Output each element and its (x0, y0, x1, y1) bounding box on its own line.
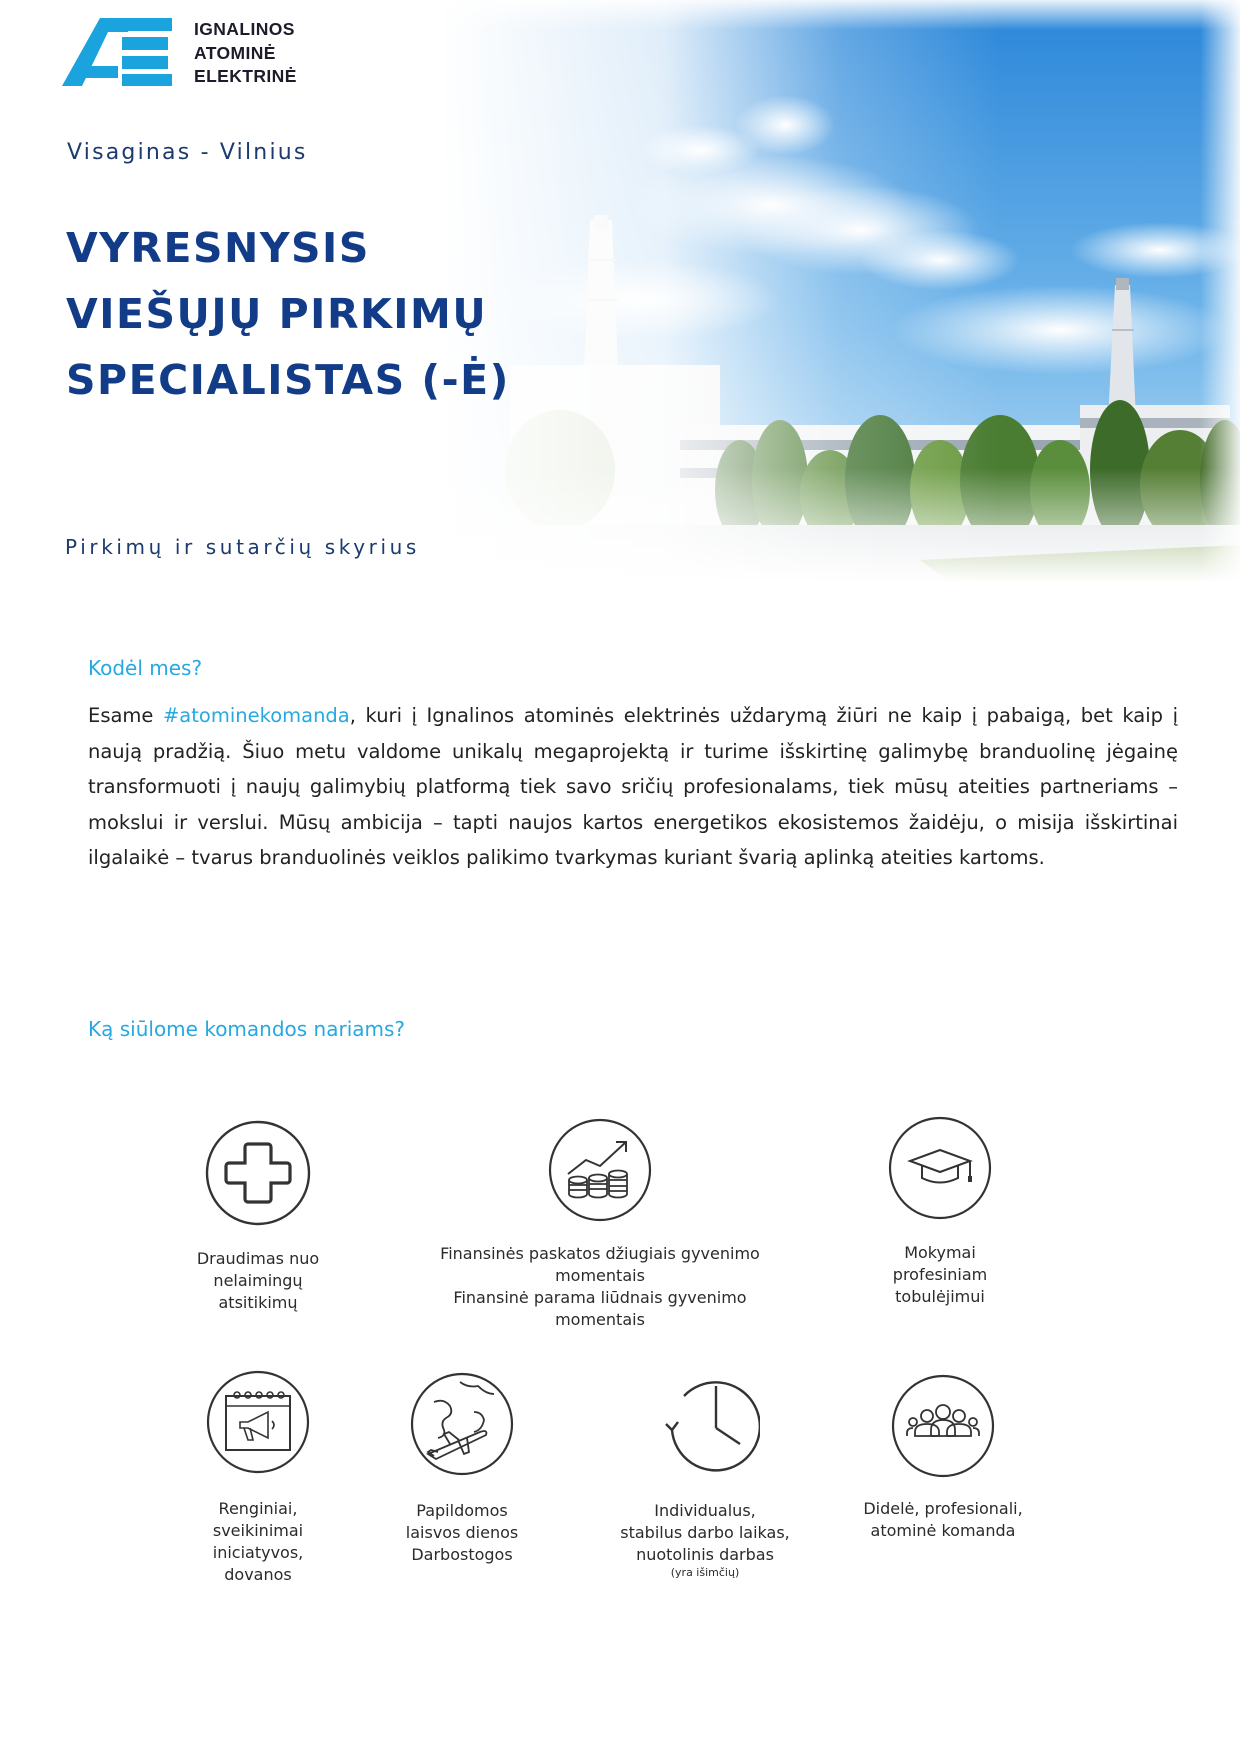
benefit-label (400, 1243, 800, 1331)
graduation-cap-icon (888, 1116, 992, 1220)
coins-growth-icon (548, 1118, 652, 1222)
logo-wordmark (194, 18, 297, 89)
benefit-label (840, 1242, 1040, 1308)
benefit-label (580, 1500, 830, 1566)
power-plant-photo (440, 0, 1240, 600)
iae-logo-mark (62, 18, 174, 86)
benefit-label-line: atominė komanda (870, 1521, 1016, 1540)
benefit-label (158, 1248, 358, 1314)
benefit-item (400, 1118, 800, 1331)
clock-icon (650, 1372, 760, 1476)
benefit-label-line: atsitikimų (218, 1293, 298, 1312)
benefit-label-line: stabilus darbo laikas, (620, 1523, 790, 1542)
job-title-line: VIEŠŲJŲ PIRKIMŲ (66, 290, 488, 338)
benefit-item (840, 1116, 1040, 1308)
job-title (66, 215, 510, 413)
hero-power-plant-image (440, 0, 1240, 600)
logo-line: IGNALINOS (194, 19, 295, 39)
benefit-label-line: tobulėjimui (895, 1287, 985, 1306)
benefit-label-line: laisvos dienos (405, 1523, 519, 1542)
benefit-label (158, 1498, 358, 1586)
intro-text-start: Esame (88, 704, 163, 727)
benefit-label-line: nuotolinis darbas (636, 1545, 774, 1564)
intro-paragraph (88, 698, 1178, 876)
benefit-label (838, 1498, 1048, 1542)
offer-heading: Ką siūlome komandos nariams? (88, 1017, 406, 1041)
benefit-item (362, 1372, 562, 1566)
benefit-item (158, 1120, 358, 1314)
logo-line: ELEKTRINĖ (194, 66, 297, 86)
benefit-label-line: Papildomos (416, 1501, 508, 1520)
calendar-megaphone-icon (206, 1370, 310, 1474)
exception-note: (yra išimčių) (670, 1566, 740, 1579)
benefit-label (362, 1500, 562, 1566)
job-title-line: VYRESNYSIS (66, 224, 370, 272)
benefit-item (158, 1370, 358, 1586)
benefit-label-line: Finansinė parama liūdnais gyvenimo (453, 1288, 747, 1307)
intro-text-rest: , kuri į Ignalinos atominės elektrinės uždarymą žiūri ne kaip į pabaigą, bet kaip į naują pradžią. Šiuo metu valdome unikalų megaprojektą ir turime išskirtinę galimybę branduolinę jėgainę transformuoti į naujų galimybių platformą tiek savo sričių profesionalams, tiek mūsų ateities partneriams – mokslui ir verslui. Mūsų ambicija – tapti naujos kartos energetikos ekosistemos žaidėju, o misija išskirtinai ilgalaikė – tvarus branduolinės veiklos palikimo tvarkymas kuriant švarią aplinką ateities kartoms. (88, 704, 1178, 869)
benefit-label-line: Finansinės paskatos džiugiais gyvenimo (440, 1244, 760, 1263)
benefit-label-line: Didelė, profesionali, (863, 1499, 1023, 1518)
medical-cross-icon (205, 1120, 311, 1226)
department-name: Pirkimų ir sutarčių skyrius (65, 535, 420, 559)
benefit-item (580, 1372, 830, 1580)
benefit-label-line: momentais (555, 1310, 645, 1329)
why-us-heading: Kodėl mes? (88, 656, 203, 680)
company-logo (62, 18, 297, 89)
benefit-label-line: Draudimas nuo (196, 1249, 320, 1268)
team-people-icon (891, 1374, 995, 1478)
job-title-line: SPECIALISTAS (-Ė) (66, 356, 510, 404)
benefit-label-line: Renginiai, (218, 1499, 298, 1518)
benefit-label-line: momentais (555, 1266, 645, 1285)
benefit-label-line: Mokymai (904, 1243, 976, 1262)
benefit-label-line: nelaimingų (213, 1271, 303, 1290)
job-location: Visaginas - Vilnius (67, 140, 308, 165)
logo-line: ATOMINĖ (194, 42, 276, 63)
benefit-label-line: sveikinimai (212, 1521, 304, 1540)
hashtag-link[interactable]: #atominekomanda (162, 704, 350, 727)
benefit-label-line: profesiniam (892, 1265, 988, 1284)
benefit-label-line: Individualus, (654, 1501, 756, 1520)
benefit-label-line: Darbostogos (411, 1545, 513, 1564)
globe-plane-icon (410, 1372, 514, 1476)
benefit-label-line: iniciatyvos, (212, 1543, 304, 1562)
benefit-item (838, 1374, 1048, 1542)
benefit-label-line: dovanos (224, 1565, 292, 1584)
